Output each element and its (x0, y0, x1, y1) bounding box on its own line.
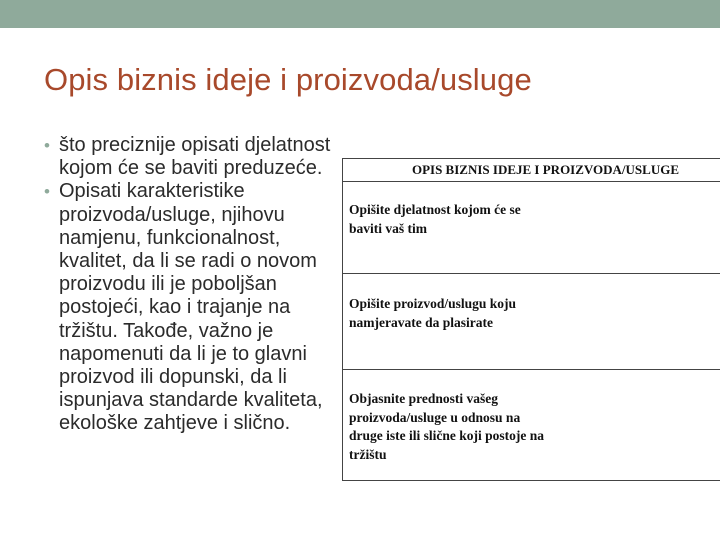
bullet-list (44, 134, 346, 436)
table-row-label: Objasnite prednosti vašeg proizvoda/usluge u odnosu na druge iste ili slične koji postoje na tržištu (349, 391, 544, 462)
business-idea-table (342, 158, 720, 481)
bullet-item (44, 180, 346, 435)
bullet-text: što preciznije opisati djelatnost kojom će se baviti preduzeće. (59, 134, 331, 180)
table-header: OPIS BIZNIS IDEJE I PROIZVODA/USLUGE (343, 159, 720, 182)
top-accent-bar (0, 0, 720, 28)
bullet-dot-icon: • (44, 136, 50, 155)
table-row (343, 182, 720, 274)
table-row-label: Opišite djelatnost kojom će se baviti vaš tim (349, 202, 521, 236)
slide-title: Opis biznis ideje i proizvoda/usluge (44, 62, 532, 97)
bullet-text: Opisati karakteristike proizvoda/usluge, njihovu namjenu, funkcionalnost, kvalitet, da li se radi o novom proizvodu ili je poboljšan postojeći, kao i trajanje na tržištu. Takođe, važno je napomenuti da li je to glavni proizvod ili dopunski, da li ispunjava standarde kvaliteta, ekološke zahtjeve i slično. (59, 180, 323, 435)
bullet-item (44, 134, 346, 180)
table-row-label: Opišite proizvod/uslugu koju namjeravate da plasirate (349, 296, 517, 330)
bullet-dot-icon: • (44, 182, 50, 202)
table-row (343, 274, 720, 370)
table-row (343, 370, 720, 480)
